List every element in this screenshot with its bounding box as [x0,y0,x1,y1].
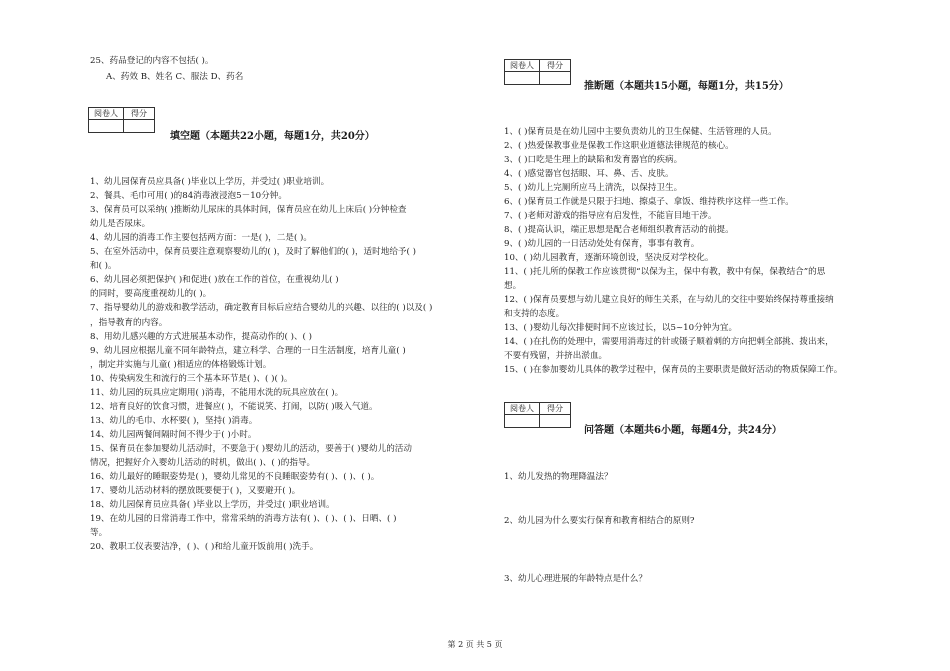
score-label: 得分 [540,60,571,72]
score-cell[interactable] [540,72,571,85]
score-cell[interactable] [124,120,155,133]
reviewer-label: 阅卷人 [89,108,124,120]
fill-section-title: 填空题（本题共22小题，每题1分，共20分） [170,131,375,142]
fill-question-line: 等。 [90,528,108,539]
fill-question-line: 5、在室外活动中，保育员要注意观察婴幼儿的( )，及时了解他们的( )，适时地给予( ) [90,247,416,258]
judge-question-line: 1、( )保育员是在幼儿园中主要负责幼儿的卫生保健、生活管理的人员。 [504,127,777,137]
fill-question-line: 情况，把握好介入婴幼儿活动的时机，做出( )、( )的指导。 [90,458,316,468]
reviewer-cell[interactable] [505,72,540,85]
judge-question-line: 14、( )在扎伤的处理中，需要用消毒过的针或镊子顺着刺的方向把刺全部挑、拨出来， [504,337,834,347]
fill-question-line: 17、婴幼儿活动材料的摆放既要便于( )，又要避开( )。 [90,486,301,497]
fill-question-line: 7、指导婴幼儿的游戏和教学活动，确定教育目标后应结合婴幼儿的兴趣、以往的( )以及( ) [90,303,433,314]
qa-section-title: 问答题（本题共6小题，每题4分，共24分） [584,425,782,436]
reviewer-label: 阅卷人 [505,403,540,415]
fill-question-line: 20、教职工仪表要洁净，( )、( )和给儿童开饭前用( )洗手。 [90,542,319,553]
fill-question-line: 6、幼儿园必须把保护( )和促进( )放在工作的首位，在重视幼儿( ) [90,275,339,286]
score-box-judge [504,59,571,85]
fill-question-line: 和( )。 [90,261,117,272]
reviewer-label: 阅卷人 [505,60,540,72]
judge-question-line: 2、( )热爱保教事业是保教工作这职业道德法律规范的核心。 [504,141,734,151]
judge-question-line: 不要有残留，并挤出淤血。 [504,351,608,361]
fill-question-line: 10、传染病发生和流行的三个基本环节是( )、( )( )。 [90,373,293,384]
judge-question-line: 11、( )托儿所的保教工作应该贯彻“以保为主，保中有教，教中有保，保教结合”的思 [504,267,826,277]
judge-section-title: 推断题（本题共15小题，每题1分，共15分） [584,81,789,92]
judge-question-line: 8、( )提高认识，端正思想是配合老师组织教育活动的前提。 [504,225,734,235]
fill-question-line: 幼儿是否尿床。 [90,219,151,230]
fill-question-line: 13、幼儿的毛巾、水杯要( )，坚持( )消毒。 [90,415,258,426]
score-cell[interactable] [540,415,571,428]
judge-question-line: 4、( )感觉器官包括眼、耳、鼻、舌、皮肤。 [504,169,674,179]
fill-question-line: 1、幼儿园保育员应具备( )毕业以上学历，并受过( )职业培训。 [90,177,330,187]
fill-question-line: ，指导教育的内容。 [90,317,168,328]
fill-question-line: 2、餐具、毛巾可用( )的84消毒液浸泡5－10分钟。 [90,191,287,202]
fill-question-line: 18、幼儿园保育员应具备( )毕业以上学历，并受过( )职业培训。 [90,500,335,511]
score-label: 得分 [124,108,155,120]
fill-question-line: 4、幼儿园的消毒工作主要包括两方面：一是( )，二是( )。 [90,233,312,244]
fill-question-line: 15、保育员在参加婴幼儿活动时，不要急于( )婴幼儿的活动，要善于( )婴幼儿的活动 [90,443,412,454]
fill-question-line: 3、保育员可以采纳( )推断幼儿尿床的具体时间，保育员应在幼儿上床后( )分钟检查 [90,205,407,216]
judge-question-line: 10、( )幼儿园教育，逐渐环境创设，坚决反对学校化。 [504,253,714,263]
judge-question-line: 15、( )在参加婴幼儿具体的教学过程中，保育员的主要职责是做好活动的物质保障工作。 [504,365,843,375]
judge-question-line: 5、( )幼儿上完厕所应马上清洗，以保持卫生。 [504,183,683,193]
judge-question-line: 想。 [504,281,522,291]
judge-question-line: 13、( )婴幼儿每次排便时间不应该过长，以5~10分钟为宜。 [504,323,738,333]
judge-question-line: 7、( )老师对游戏的指导应有启发性，不能盲目地干涉。 [504,211,717,221]
fill-question-line: 19、在幼儿园的日常消毒工作中，常常采纳的消毒方法有( )、( )、( )、日晒、( ) [90,514,397,525]
judge-question-line: 12、( )保育员要想与幼儿建立良好的师生关系，在与幼儿的交往中要始终保持尊重接纳 [504,295,834,305]
judge-question-line: 9、( )幼儿园的一日活动处处有保育，事事有教育。 [504,239,700,249]
score-box-qa [504,402,571,428]
fill-question-line: 8、用幼儿感兴趣的方式进展基本动作，提高动作的( )、( ) [90,331,312,342]
question-25-options: A、药效 B、姓名 C、服法 D、药名 [106,72,244,82]
judge-question-line: 6、( )保育员工作就是只限于扫地、擦桌子、拿饭、维持秩序这样一些工作。 [504,197,794,207]
fill-question-line: 9、幼儿园应根据儿童不同年龄特点，建立科学、合理的一日生活制度，培育儿童( ) [90,345,406,356]
judge-question-line: 和支持的态度。 [504,309,565,319]
qa-question-2: 2、幼儿园为什么要实行保育和教育相结合的原则? [504,516,695,526]
fill-question-line: 11、幼儿园的玩具应定期用( )消毒，不能用水洗的玩具应放在( )。 [90,387,344,398]
score-label: 得分 [540,403,571,415]
question-25: 25、药品登记的内容不包括( )。 [90,56,214,66]
fill-question-line: 的同时，要高度重视幼儿的( )。 [90,289,212,300]
judge-question-line: 3、( )口吃是生理上的缺陷和发育器官的疾病。 [504,155,683,165]
score-box-fill [88,107,155,133]
fill-question-line: 12、培育良好的饮食习惯，进餐应( )，不能说笑、打闹，以防( )吸入气道。 [90,401,378,412]
fill-question-line: ，制定并实施与儿童( )相适应的体格锻炼计划。 [90,359,272,370]
reviewer-cell[interactable] [505,415,540,428]
fill-question-line: 16、幼儿最好的睡眠姿势是( )，婴幼儿常见的不良睡眠姿势有( )、( )、( )。 [90,472,380,483]
reviewer-cell[interactable] [89,120,124,133]
page-footer: 第 2 页 共 5 页 [447,640,503,649]
qa-question-1: 1、幼儿发热的物理降温法？ [504,472,613,482]
qa-question-3: 3、幼儿心理进展的年龄特点是什么？ [504,574,647,584]
fill-question-line: 14、幼儿园两餐间隔时间不得少于( )小时。 [90,429,257,440]
